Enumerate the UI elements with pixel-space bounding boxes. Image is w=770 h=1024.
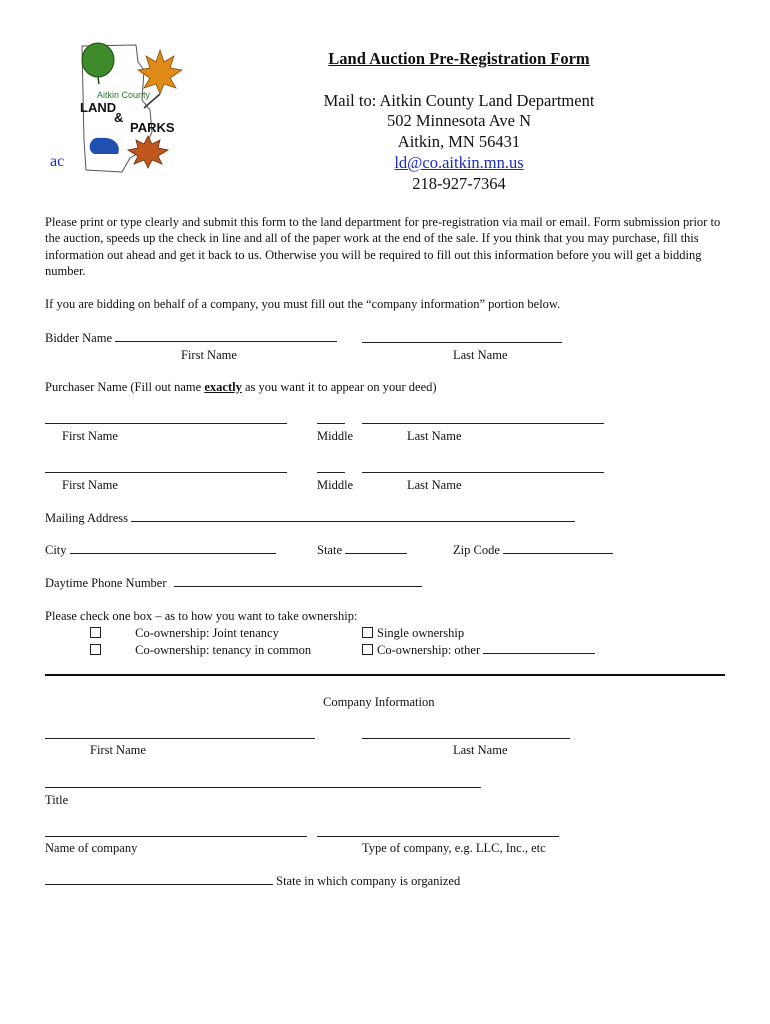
state-label: State (317, 543, 342, 557)
purchaser-label (45, 379, 437, 395)
intro-paragraph: Please print or type clearly and submit this form to the land department for pre-registration via mail or email. Form submission prior to the auction, speeds up the check in line and all of the paper work at the end of the sale. If you think that you may purchase, fill this information out ahead and get it back to us. Otherwise you will be required to fill out this information before you will get a bidding number. (45, 215, 721, 278)
mailing-address-row (45, 510, 575, 526)
checkbox-other[interactable] (362, 644, 373, 655)
company-title-caption: Title (45, 793, 69, 807)
purchaser-label-pre: Purchaser Name (Fill out name (45, 380, 205, 394)
purchaser2-first-field[interactable] (45, 461, 287, 473)
company-note: If you are bidding on behalf of a company, you must fill out the “company information” portion below. (45, 297, 561, 311)
checkbox-single[interactable] (362, 627, 373, 638)
company-state-row (45, 873, 460, 889)
purchaser2-last-caption: Last Name (407, 478, 462, 492)
daytime-phone-row (45, 575, 422, 591)
company-state-caption: State in which company is organized (276, 874, 461, 888)
company-type-field[interactable] (317, 825, 559, 837)
purchaser1-middle-field[interactable] (317, 412, 345, 424)
company-first-field[interactable] (45, 727, 315, 739)
zip-label: Zip Code (453, 543, 500, 557)
stray-ac-text: ac (50, 153, 65, 170)
company-last-caption: Last Name (453, 743, 508, 757)
zip-field[interactable] (503, 542, 613, 554)
mail-to-line: Mail to: Aitkin County Land Department (323, 91, 595, 110)
daytime-phone-field[interactable] (174, 575, 422, 587)
bidder-last-field[interactable] (362, 331, 562, 343)
street-line: 502 Minnesota Ave N (386, 111, 532, 130)
company-first-caption: First Name (90, 743, 146, 757)
aitkin-county-logo (78, 40, 188, 175)
ownership-option-single[interactable] (362, 625, 464, 641)
logo-amp-text: & (114, 110, 124, 125)
purchaser1-last-field[interactable] (362, 412, 604, 424)
ownership-other-field[interactable] (483, 642, 595, 654)
city-row (45, 542, 276, 558)
ownership-single-label: Single ownership (377, 626, 465, 640)
purchaser-label-post: as you want it to appear on your deed) (241, 380, 437, 394)
company-name-field[interactable] (45, 825, 307, 837)
phone-line: 218-927-7364 (412, 174, 506, 193)
city-state-line: Aitkin, MN 56431 (397, 132, 521, 151)
purchaser1-last-caption: Last Name (407, 429, 462, 443)
company-type-caption: Type of company, e.g. LLC, Inc., etc (362, 841, 546, 855)
state-row (317, 542, 407, 558)
company-state-field[interactable] (45, 873, 273, 885)
daytime-phone-label: Daytime Phone Number (45, 576, 167, 590)
mailing-address-field[interactable] (131, 510, 575, 522)
bidder-first-caption: First Name (181, 348, 237, 362)
ownership-option-other[interactable] (362, 642, 595, 658)
email-link[interactable]: ld@co.aitkin.mn.us (394, 153, 524, 172)
zip-row (453, 542, 613, 558)
company-name-caption: Name of company (45, 841, 138, 855)
form-title: Land Auction Pre-Registration Form (328, 49, 590, 68)
purchaser2-first-caption: First Name (62, 478, 118, 492)
bidder-first-field[interactable] (115, 330, 337, 342)
purchaser2-middle-field[interactable] (317, 461, 345, 473)
purchaser1-first-caption: First Name (62, 429, 118, 443)
purchaser-label-emph: exactly (204, 380, 242, 394)
company-heading: Company Information (323, 695, 435, 709)
bidder-name-label: Bidder Name (45, 331, 112, 345)
checkbox-joint-tenancy[interactable] (90, 627, 101, 638)
bidder-name-row (45, 330, 337, 346)
company-last-field[interactable] (362, 727, 570, 739)
logo-parks-text: PARKS (130, 120, 175, 135)
purchaser1-first-field[interactable] (45, 412, 287, 424)
ownership-prompt: Please check one box – as to how you want to take ownership: (45, 609, 358, 623)
checkbox-tenancy-common[interactable] (90, 644, 101, 655)
mailing-address-label: Mailing Address (45, 511, 128, 525)
company-title-field[interactable] (45, 776, 481, 788)
purchaser2-last-field[interactable] (362, 461, 604, 473)
email-line (300, 152, 618, 173)
city-field[interactable] (70, 542, 276, 554)
logo-land-text: LAND (80, 100, 117, 115)
section-divider (45, 674, 725, 676)
state-field[interactable] (345, 542, 407, 554)
ownership-option-joint[interactable] (90, 625, 279, 641)
ownership-other-label: Co-ownership: other (377, 643, 481, 657)
bidder-last-caption: Last Name (453, 348, 508, 362)
ownership-joint-label: Co-ownership: Joint tenancy (135, 626, 279, 640)
ownership-common-label: Co-ownership: tenancy in common (135, 643, 312, 657)
city-label: City (45, 543, 67, 557)
ownership-option-common[interactable] (90, 642, 311, 658)
logo-county-text: Aitkin County (97, 90, 151, 100)
purchaser1-middle-caption: Middle (317, 429, 354, 443)
purchaser2-middle-caption: Middle (317, 478, 354, 492)
